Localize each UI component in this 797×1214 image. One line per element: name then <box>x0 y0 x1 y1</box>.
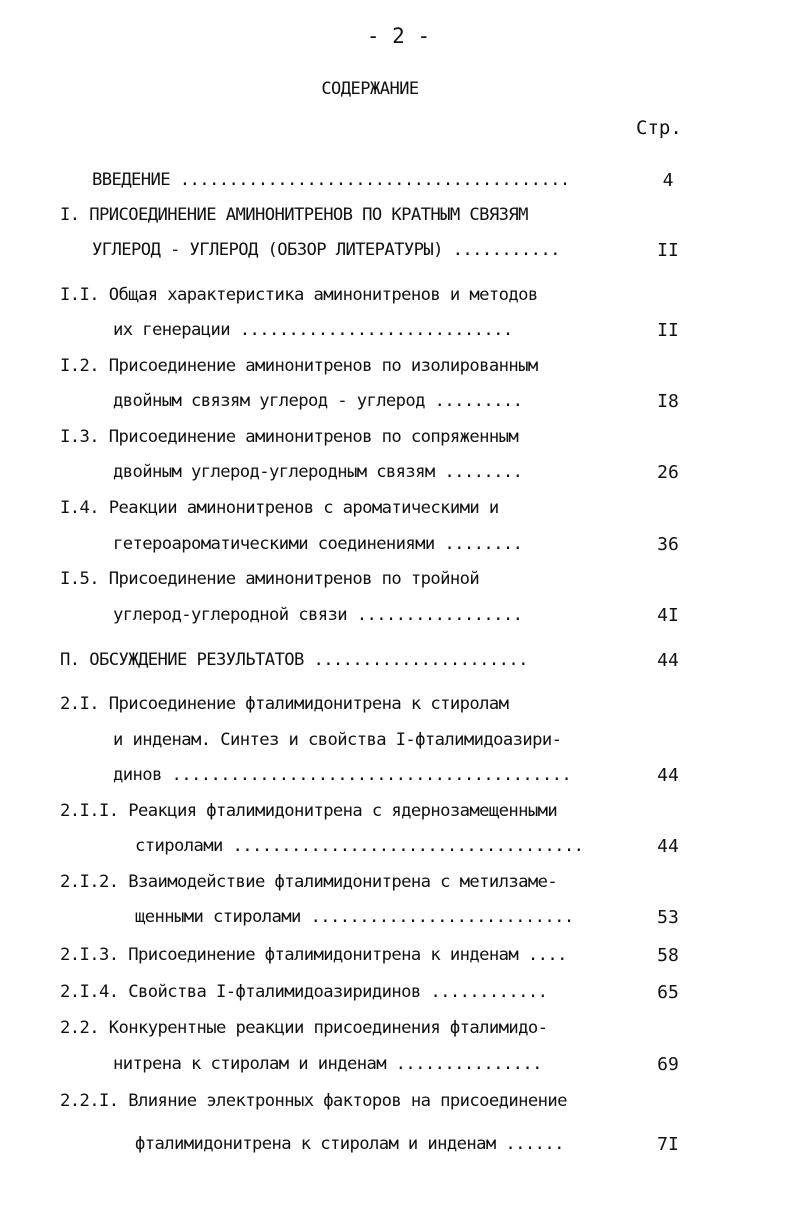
toc-page-number: 44 <box>657 765 679 786</box>
toc-line: П. ОБСУЖДЕНИЕ РЕЗУЛЬТАТОВ ...................... <box>60 650 528 670</box>
toc-line: двойным связям углерод - углерод ......... <box>113 391 523 411</box>
toc-line: 2.I.3. Присоединение фталимидонитрена к инденам .... <box>60 945 567 965</box>
toc-page-number: 58 <box>657 945 679 966</box>
toc-line: 2.2. Конкурентные реакции присоединения фталимидо- <box>60 1018 548 1038</box>
toc-line: 2.I.2. Взаимодействие фталимидонитрена с метилзаме- <box>60 872 558 892</box>
toc-line: I. ПРИСОЕДИНЕНИЕ АМИНОНИТРЕНОВ ПО КРАТНЫМ СВЯЗЯМ <box>60 205 528 225</box>
toc-line: УГЛЕРОД - УГЛЕРОД (ОБЗОР ЛИТЕРАТУРЫ) ........... <box>92 240 560 260</box>
page-column-label: Стр. <box>636 117 682 139</box>
toc-line: I.5. Присоединение аминонитренов по тройной <box>60 569 480 589</box>
toc-page-number: 7I <box>657 1134 679 1155</box>
toc-line: и инденам. Синтез и свойства I-фталимидоазири- <box>113 730 562 750</box>
toc-line: 2.I. Присоединение фталимидонитрена к стиролам <box>60 694 509 714</box>
toc-line: двойным углерод-углеродным связям ........ <box>113 462 523 482</box>
toc-page-number: 69 <box>657 1054 679 1075</box>
toc-line: ВВЕДЕНИЕ ........................................ <box>92 170 570 190</box>
toc-line: их генерации ............................ <box>113 320 513 340</box>
toc-page-number: II <box>657 240 679 261</box>
toc-page-number: 44 <box>657 836 679 857</box>
toc-line: стиролами .................................... <box>135 836 584 856</box>
toc-line: углерод-углеродной связи ................. <box>113 605 523 625</box>
toc-line: динов ......................................... <box>113 765 572 785</box>
toc-page-number: 65 <box>657 982 679 1003</box>
page-number: - 2 - <box>366 24 431 48</box>
toc-line: I.I. Общая характеристика аминонитренов и методов <box>60 285 538 305</box>
toc-page-number: 4I <box>657 605 679 626</box>
toc-line: гетероароматическими соединениями ........ <box>113 534 523 554</box>
toc-line: щенными стиролами ........................... <box>135 907 574 927</box>
toc-page-number: 36 <box>657 534 679 555</box>
toc-line: нитрена к стиролам и инденам ............... <box>113 1054 542 1074</box>
toc-page-number: I8 <box>657 391 679 412</box>
toc-line: 2.2.I. Влияние электронных факторов на присоединение <box>60 1091 567 1111</box>
toc-line: I.4. Реакции аминонитренов с ароматическими и <box>60 498 499 518</box>
toc-page-number: 44 <box>657 650 679 671</box>
toc-line: I.2. Присоединение аминонитренов по изолированным <box>60 356 538 376</box>
toc-line: 2.I.4. Свойства I-фталимидоазиридинов ............ <box>60 982 548 1002</box>
toc-line: I.3. Присоединение аминонитренов по сопряженным <box>60 427 519 447</box>
toc-page-number: II <box>657 320 679 341</box>
toc-line: фталимидонитрена к стиролам и инденам ...... <box>135 1134 564 1154</box>
contents-heading: СОДЕРЖАНИЕ <box>321 79 419 99</box>
toc-page-number: 4 <box>662 170 674 191</box>
toc-page-number: 53 <box>657 907 679 928</box>
toc-page-number: 26 <box>657 462 679 483</box>
toc-line: 2.I.I. Реакция фталимидонитрена с ядернозамещенными <box>60 801 558 821</box>
